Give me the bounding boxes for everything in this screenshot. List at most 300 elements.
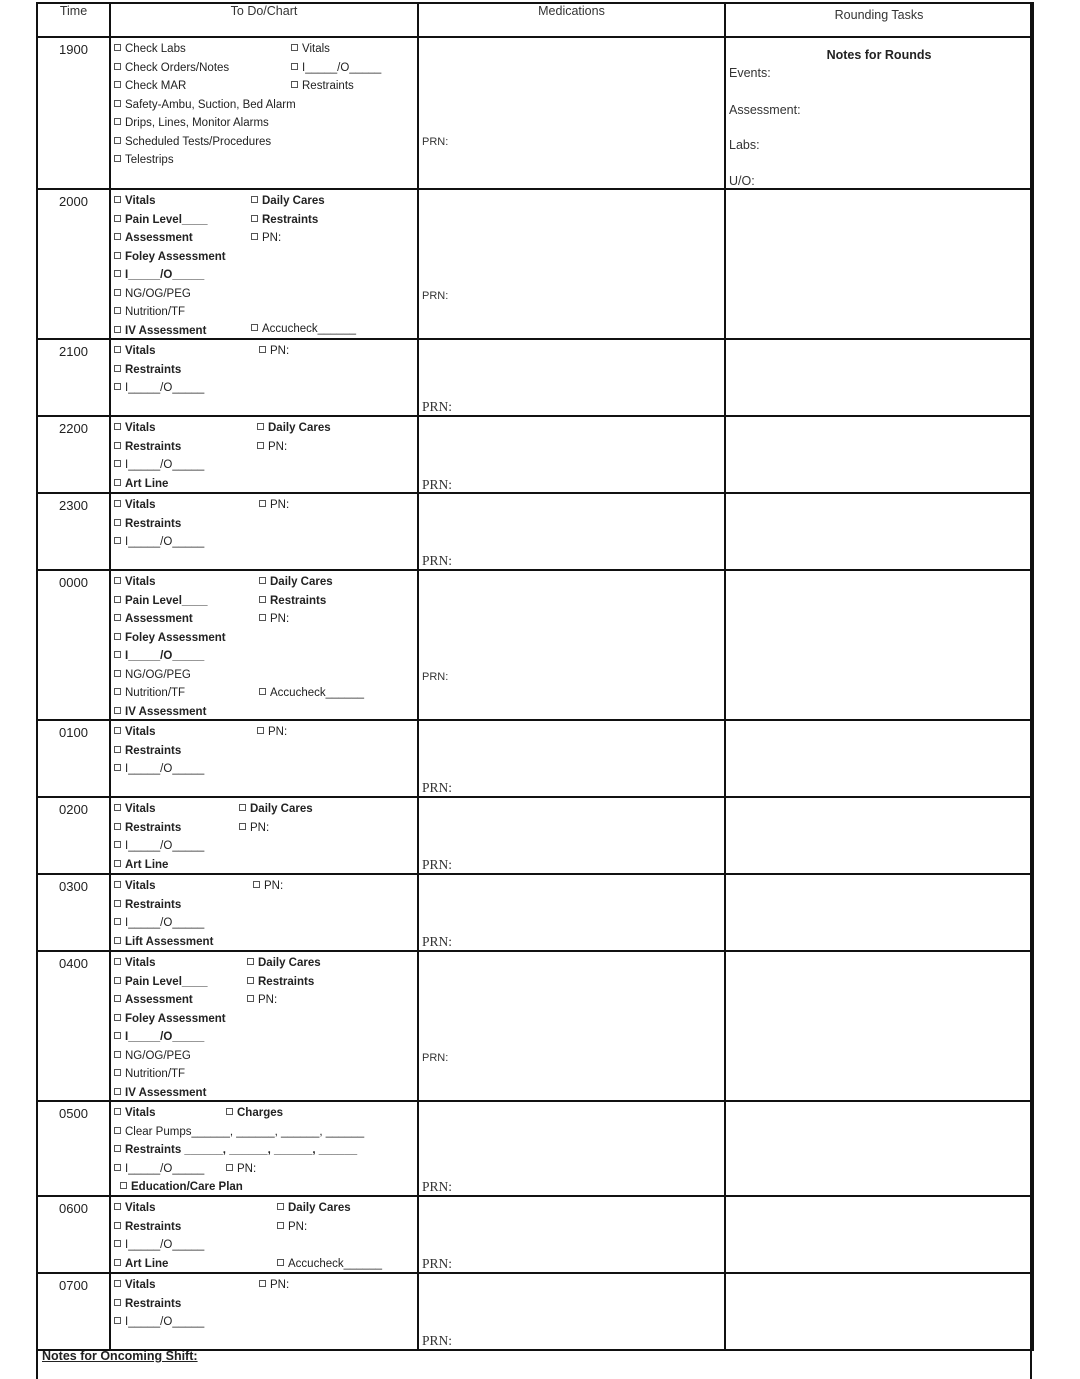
checklist-item[interactable] [114, 496, 204, 515]
checkbox-icon[interactable] [114, 1069, 121, 1076]
medications-cell[interactable] [418, 570, 725, 720]
checklist-item[interactable] [114, 610, 226, 629]
checkbox-icon[interactable] [114, 252, 121, 259]
checklist-item[interactable] [257, 438, 287, 457]
checkbox-icon[interactable] [257, 727, 264, 734]
time-cell: 0600 [37, 1196, 110, 1273]
checkbox-icon[interactable] [114, 823, 121, 830]
checklist-item[interactable] [291, 59, 381, 78]
checklist-item[interactable] [257, 419, 331, 438]
checkbox-icon[interactable] [114, 918, 121, 925]
time-header: Time [37, 3, 110, 37]
rounding-tasks-cell[interactable] [725, 720, 1033, 797]
checkbox-icon[interactable] [259, 500, 266, 507]
time-cell: 0200 [37, 797, 110, 874]
checkbox-icon[interactable] [239, 804, 246, 811]
checklist-item-label: I_____/O_____ [125, 1031, 205, 1043]
checklist-item[interactable] [259, 684, 364, 703]
checkbox-icon[interactable] [239, 823, 246, 830]
checkbox-icon[interactable] [114, 233, 121, 240]
checkbox-icon[interactable] [114, 500, 121, 507]
checklist-item-label: I_____/O_____ [125, 840, 205, 852]
checklist-item-label: PN: [270, 345, 290, 357]
checklist-item[interactable] [114, 151, 296, 170]
checklist-item[interactable] [114, 684, 226, 703]
checkbox-icon[interactable] [114, 155, 121, 162]
checklist-item-label: Safety-Ambu, Suction, Bed Alarm [125, 98, 296, 111]
checklist-item[interactable] [257, 723, 287, 742]
checklist-item-label: Daily Cares [288, 1202, 351, 1214]
checklist-item[interactable] [114, 629, 226, 648]
checkbox-icon[interactable] [114, 1299, 121, 1306]
checkbox-icon[interactable] [114, 900, 121, 907]
uo-label: U/O: [729, 174, 755, 188]
checklist-item[interactable] [247, 973, 314, 992]
checklist-item[interactable] [114, 342, 204, 361]
checkbox-icon[interactable] [251, 215, 258, 222]
checklist-item[interactable] [114, 703, 226, 722]
checkbox-icon[interactable] [259, 577, 266, 584]
checklist-item-label: Foley Assessment [125, 1012, 226, 1025]
checkbox-icon[interactable] [226, 1164, 233, 1171]
checkbox-icon[interactable] [114, 1203, 121, 1210]
checkbox-icon[interactable] [114, 958, 121, 965]
checkbox-icon[interactable] [114, 804, 121, 811]
checkbox-icon[interactable] [114, 688, 121, 695]
checklist-item[interactable] [277, 1199, 351, 1218]
checkbox-icon[interactable] [114, 81, 121, 88]
checkbox-icon[interactable] [114, 289, 121, 296]
checkbox-icon[interactable] [120, 1182, 127, 1189]
checkbox-icon[interactable] [277, 1222, 284, 1229]
medications-cell[interactable] [418, 339, 725, 416]
rounding-tasks-header: Rounding Tasks [725, 3, 1033, 37]
todo-column-left [114, 877, 213, 951]
checklist-item[interactable] [114, 192, 226, 211]
time-cell: 2100 [37, 339, 110, 416]
checkbox-icon[interactable] [114, 307, 121, 314]
checklist-item-label: Pain Level____ [125, 594, 208, 607]
checkbox-icon[interactable] [114, 577, 121, 584]
checkbox-icon[interactable] [114, 1164, 121, 1171]
checkbox-icon[interactable] [277, 1203, 284, 1210]
checklist-item[interactable] [114, 760, 204, 779]
checkbox-icon[interactable] [114, 1240, 121, 1247]
checklist-item-label: Restraints [125, 821, 182, 834]
checkbox-icon[interactable] [114, 519, 121, 526]
checklist-item[interactable] [114, 211, 226, 230]
checkbox-icon[interactable] [114, 1280, 121, 1287]
checklist-item-label: Foley Assessment [125, 631, 226, 644]
medications-cell[interactable] [418, 874, 725, 951]
medications-cell[interactable] [418, 416, 725, 493]
checklist-item[interactable] [251, 211, 318, 230]
checkbox-icon[interactable] [114, 118, 121, 125]
prn-label: PRN: [422, 1333, 453, 1348]
checklist-item[interactable] [114, 856, 204, 875]
checklist-item[interactable] [114, 666, 226, 685]
checklist-item[interactable] [114, 1295, 204, 1314]
checklist-item-label: I_____/O_____ [125, 536, 205, 548]
checklist-item[interactable] [114, 742, 204, 761]
checklist-item-label: Drips, Lines, Monitor Alarms [125, 117, 269, 129]
prn-label: PRN: [422, 934, 453, 949]
checklist-item-label: Art Line [125, 1257, 169, 1270]
todo-column-left [114, 419, 204, 493]
prn-label: PRN: [422, 1256, 453, 1271]
checklist-item-label: Vitals [125, 1279, 156, 1291]
checkbox-icon[interactable] [114, 423, 121, 430]
medications-cell[interactable] [418, 37, 725, 189]
checklist-item[interactable] [114, 77, 296, 96]
todo-cell [110, 1273, 418, 1350]
checklist-item[interactable] [259, 573, 333, 592]
checklist-item[interactable] [259, 496, 289, 515]
checklist-item[interactable] [114, 59, 296, 78]
shift-rows [37, 37, 1033, 1350]
checkbox-icon[interactable] [114, 937, 121, 944]
checklist-item-label: Clear Pumps______, ______, ______, ______ [125, 1125, 365, 1138]
checklist-item-label: Accucheck______ [288, 1258, 382, 1270]
checkbox-icon[interactable] [247, 995, 254, 1002]
checklist-item-label: Vitals [125, 1202, 156, 1214]
checklist-item-label: Lift Assessment [125, 935, 214, 948]
checklist-item[interactable] [277, 1218, 307, 1237]
checkbox-icon[interactable] [114, 651, 121, 658]
rounding-tasks-cell[interactable] [725, 37, 1033, 189]
checkbox-icon[interactable] [114, 1108, 121, 1115]
checklist-item[interactable] [291, 40, 330, 59]
checklist-item-label: Vitals [125, 195, 156, 207]
checklist-item[interactable] [114, 592, 226, 611]
checklist-item[interactable] [114, 303, 226, 322]
checkbox-icon[interactable] [114, 365, 121, 372]
time-cell: 0000 [37, 570, 110, 720]
time-cell: 0100 [37, 720, 110, 797]
checklist-item[interactable] [259, 592, 326, 611]
checklist-item[interactable] [247, 991, 277, 1010]
medications-cell[interactable] [418, 720, 725, 797]
checklist-item[interactable] [114, 877, 213, 896]
time-cell: 2200 [37, 416, 110, 493]
checklist-item[interactable] [253, 877, 283, 896]
checklist-item[interactable] [114, 991, 226, 1010]
rounding-tasks-cell[interactable] [725, 874, 1033, 951]
checkbox-icon[interactable] [259, 614, 266, 621]
medications-cell[interactable] [418, 951, 725, 1101]
checklist-item-label: Restraints [262, 214, 319, 226]
checkbox-icon[interactable] [114, 137, 121, 144]
todo-cell [110, 1101, 418, 1196]
checkbox-icon[interactable] [114, 727, 121, 734]
medications-cell[interactable] [418, 1196, 725, 1273]
todo-column-left [114, 496, 204, 552]
checklist-item-label: Nutrition/TF [125, 687, 186, 699]
checklist-item[interactable] [114, 438, 204, 457]
checkbox-icon[interactable] [257, 423, 264, 430]
checkbox-icon[interactable] [114, 670, 121, 677]
checklist-item[interactable] [114, 1313, 204, 1332]
checklist-item[interactable] [114, 973, 226, 992]
checklist-item-label: Pain Level____ [125, 975, 208, 988]
checkbox-icon[interactable] [251, 324, 258, 331]
medications-cell[interactable] [418, 189, 725, 339]
prn-label: PRN: [422, 780, 453, 795]
checkbox-icon[interactable] [114, 995, 121, 1002]
checklist-item[interactable] [114, 266, 226, 285]
todo-column-left [114, 1199, 204, 1273]
checklist-item[interactable] [114, 379, 204, 398]
checklist-item-label: NG/OG/PEG [125, 668, 191, 681]
checklist-item[interactable] [114, 573, 226, 592]
checklist-item[interactable] [291, 77, 354, 96]
checkbox-icon[interactable] [277, 1259, 284, 1266]
checkbox-icon[interactable] [253, 881, 260, 888]
checkbox-icon[interactable] [114, 196, 121, 203]
checklist-item[interactable] [114, 647, 226, 666]
checklist-item[interactable] [114, 361, 204, 380]
checklist-item[interactable] [114, 1010, 226, 1029]
checkbox-icon[interactable] [291, 63, 298, 70]
rounding-tasks-cell[interactable] [725, 951, 1033, 1101]
prn-label: PRN: [422, 136, 449, 148]
todo-column-left [114, 800, 204, 874]
checklist-item[interactable] [239, 800, 313, 819]
todo-cell [110, 1196, 418, 1273]
checklist-item-label: Daily Cares [262, 195, 325, 207]
checkbox-icon[interactable] [114, 614, 121, 621]
checklist-item[interactable] [114, 1236, 204, 1255]
checklist-item-label: I_____/O_____ [125, 1162, 205, 1175]
checkbox-icon[interactable] [226, 1108, 233, 1115]
checklist-item[interactable] [114, 133, 296, 152]
rounding-tasks-cell[interactable] [725, 1273, 1033, 1350]
rounding-tasks-cell[interactable] [725, 1101, 1033, 1196]
todo-column-left [114, 573, 226, 721]
checklist-item[interactable] [114, 1218, 204, 1237]
checklist-item-label: Restraints [125, 517, 182, 530]
checkbox-icon[interactable] [114, 1222, 121, 1229]
checklist-item[interactable] [114, 322, 226, 341]
todo-cell [110, 570, 418, 720]
rounding-tasks-cell[interactable] [725, 570, 1033, 720]
checklist-item-label: Education/Care Plan [131, 1181, 243, 1193]
rounding-tasks-cell[interactable] [725, 416, 1033, 493]
checklist-item[interactable] [114, 1276, 204, 1295]
todo-column-left [114, 342, 204, 398]
events-label: Events: [729, 66, 771, 80]
time-cell: 2300 [37, 493, 110, 570]
shift-row [37, 493, 1033, 570]
checklist-item[interactable] [114, 96, 296, 115]
checkbox-icon[interactable] [114, 270, 121, 277]
checkbox-icon[interactable] [114, 596, 121, 603]
checklist-item-label: Foley Assessment [125, 250, 226, 263]
checkbox-icon[interactable] [247, 958, 254, 965]
checkbox-icon[interactable] [114, 326, 121, 333]
checklist-item[interactable] [277, 1255, 382, 1274]
checkbox-icon[interactable] [291, 81, 298, 88]
checklist-item[interactable] [226, 1104, 283, 1123]
checklist-item-label: Vitals [125, 422, 156, 434]
checkbox-icon[interactable] [114, 841, 121, 848]
todo-cell [110, 189, 418, 339]
rounding-tasks-cell[interactable] [725, 1196, 1033, 1273]
checklist-item-label: I_____/O_____ [125, 382, 205, 394]
checkbox-icon[interactable] [114, 1317, 121, 1324]
checklist-item[interactable] [251, 320, 356, 339]
checkbox-icon[interactable] [114, 63, 121, 70]
checkbox-icon[interactable] [114, 707, 121, 714]
checklist-item[interactable] [114, 1084, 226, 1103]
checklist-item-label: Restraints [125, 1297, 182, 1310]
checklist-item[interactable] [114, 819, 204, 838]
rounding-tasks-cell[interactable] [725, 493, 1033, 570]
rounding-tasks-cell[interactable] [725, 797, 1033, 874]
checkbox-icon[interactable] [114, 746, 121, 753]
checkbox-icon[interactable] [114, 1032, 121, 1039]
checkbox-icon[interactable] [114, 215, 121, 222]
checkbox-icon[interactable] [114, 479, 121, 486]
prn-label: PRN: [422, 1052, 449, 1064]
checkbox-icon[interactable] [114, 977, 121, 984]
checklist-item[interactable] [114, 896, 213, 915]
checklist-item[interactable] [114, 1199, 204, 1218]
shift-row [37, 339, 1033, 416]
checklist-item-label: Charges [237, 1107, 284, 1119]
checkbox-icon[interactable] [114, 1051, 121, 1058]
checkbox-icon[interactable] [114, 442, 121, 449]
checklist-item[interactable] [114, 1255, 204, 1274]
checklist-item-label: Art Line [125, 477, 169, 490]
medications-cell[interactable] [418, 493, 725, 570]
checklist-item[interactable] [259, 342, 289, 361]
checklist-item[interactable] [114, 533, 204, 552]
checklist-item-label: PN: [264, 880, 284, 892]
prn-label: PRN: [422, 290, 449, 302]
labs-label: Labs: [729, 138, 760, 152]
checkbox-icon[interactable] [114, 633, 121, 640]
checkbox-icon[interactable] [259, 346, 266, 353]
checklist-item[interactable] [114, 515, 204, 534]
checkbox-icon[interactable] [114, 44, 121, 51]
checkbox-icon[interactable] [114, 537, 121, 544]
shift-row [37, 874, 1033, 951]
todo-header: To Do/Chart [110, 3, 418, 37]
checkbox-icon[interactable] [114, 860, 121, 867]
checklist-item-label: Accucheck______ [270, 687, 364, 699]
checklist-item[interactable] [114, 229, 226, 248]
shift-row [37, 37, 1033, 189]
checklist-item-label: Restraints [258, 976, 315, 988]
checklist-item-label: Restraints [125, 898, 182, 911]
checklist-item[interactable] [239, 819, 269, 838]
checklist-item[interactable] [114, 475, 204, 494]
time-cell: 0300 [37, 874, 110, 951]
checkbox-icon[interactable] [114, 764, 121, 771]
rounding-tasks-cell[interactable] [725, 339, 1033, 416]
todo-column-left [114, 40, 296, 170]
checkbox-icon[interactable] [114, 1259, 121, 1266]
medications-cell[interactable] [418, 1273, 725, 1350]
checklist-item[interactable] [114, 456, 204, 475]
checkbox-icon[interactable] [247, 977, 254, 984]
checkbox-icon[interactable] [114, 881, 121, 888]
checklist-item[interactable] [259, 1276, 289, 1295]
todo-cell [110, 797, 418, 874]
checklist-item[interactable] [114, 837, 204, 856]
checklist-item[interactable] [114, 1047, 226, 1066]
checklist-item-label: PN: [262, 232, 282, 244]
checklist-item-label: Daily Cares [258, 957, 321, 969]
checklist-item[interactable] [114, 114, 296, 133]
checkbox-icon[interactable] [114, 460, 121, 467]
checkbox-icon[interactable] [259, 1280, 266, 1287]
todo-cell [110, 416, 418, 493]
checklist-item[interactable] [114, 248, 226, 267]
todo-column-left [114, 723, 204, 779]
checkbox-icon[interactable] [114, 1088, 121, 1095]
time-cell: 0400 [37, 951, 110, 1101]
checklist-item-label: Assessment [125, 994, 193, 1006]
checkbox-icon[interactable] [114, 383, 121, 390]
checkbox-icon[interactable] [114, 1014, 121, 1021]
checklist-item[interactable] [247, 954, 321, 973]
checklist-item[interactable] [114, 40, 296, 59]
checklist-item-label: Accucheck______ [262, 323, 356, 335]
checklist-item[interactable] [114, 723, 204, 742]
checklist-item[interactable] [114, 800, 204, 819]
checklist-item[interactable] [114, 954, 226, 973]
checkbox-icon[interactable] [257, 442, 264, 449]
checklist-item[interactable] [259, 610, 289, 629]
checklist-item[interactable] [114, 933, 213, 952]
checklist-item[interactable] [114, 1065, 226, 1084]
assessment-label: Assessment: [729, 103, 801, 117]
time-cell: 0700 [37, 1273, 110, 1350]
checklist-item[interactable] [251, 229, 281, 248]
checklist-item[interactable] [114, 1141, 364, 1160]
checklist-item[interactable] [114, 914, 213, 933]
checklist-item[interactable] [251, 192, 325, 211]
checklist-item[interactable] [114, 1028, 226, 1047]
shift-row [37, 1101, 1033, 1196]
medications-cell[interactable] [418, 1101, 725, 1196]
checklist-item-label: Daily Cares [250, 803, 313, 815]
checklist-item[interactable] [114, 1178, 364, 1197]
checkbox-icon[interactable] [259, 688, 266, 695]
checklist-item-label: Restraints [302, 80, 354, 92]
checkbox-icon[interactable] [114, 100, 121, 107]
checkbox-icon[interactable] [114, 1127, 121, 1134]
checklist-item[interactable] [114, 419, 204, 438]
medications-cell[interactable] [418, 797, 725, 874]
checklist-item-label: Scheduled Tests/Procedures [125, 135, 272, 148]
checklist-item[interactable] [226, 1160, 256, 1179]
checkbox-icon[interactable] [251, 233, 258, 240]
checkbox-icon[interactable] [251, 196, 258, 203]
rounding-tasks-cell[interactable] [725, 189, 1033, 339]
notes-for-rounds-title: Notes for Rounds [826, 48, 932, 62]
checkbox-icon[interactable] [259, 596, 266, 603]
checkbox-icon[interactable] [114, 346, 121, 353]
prn-label: PRN: [422, 671, 449, 683]
shift-table [36, 2, 1034, 1351]
checklist-item[interactable] [114, 1123, 364, 1142]
checkbox-icon[interactable] [291, 44, 298, 51]
checkbox-icon[interactable] [114, 1145, 121, 1152]
checklist-item[interactable] [114, 285, 226, 304]
